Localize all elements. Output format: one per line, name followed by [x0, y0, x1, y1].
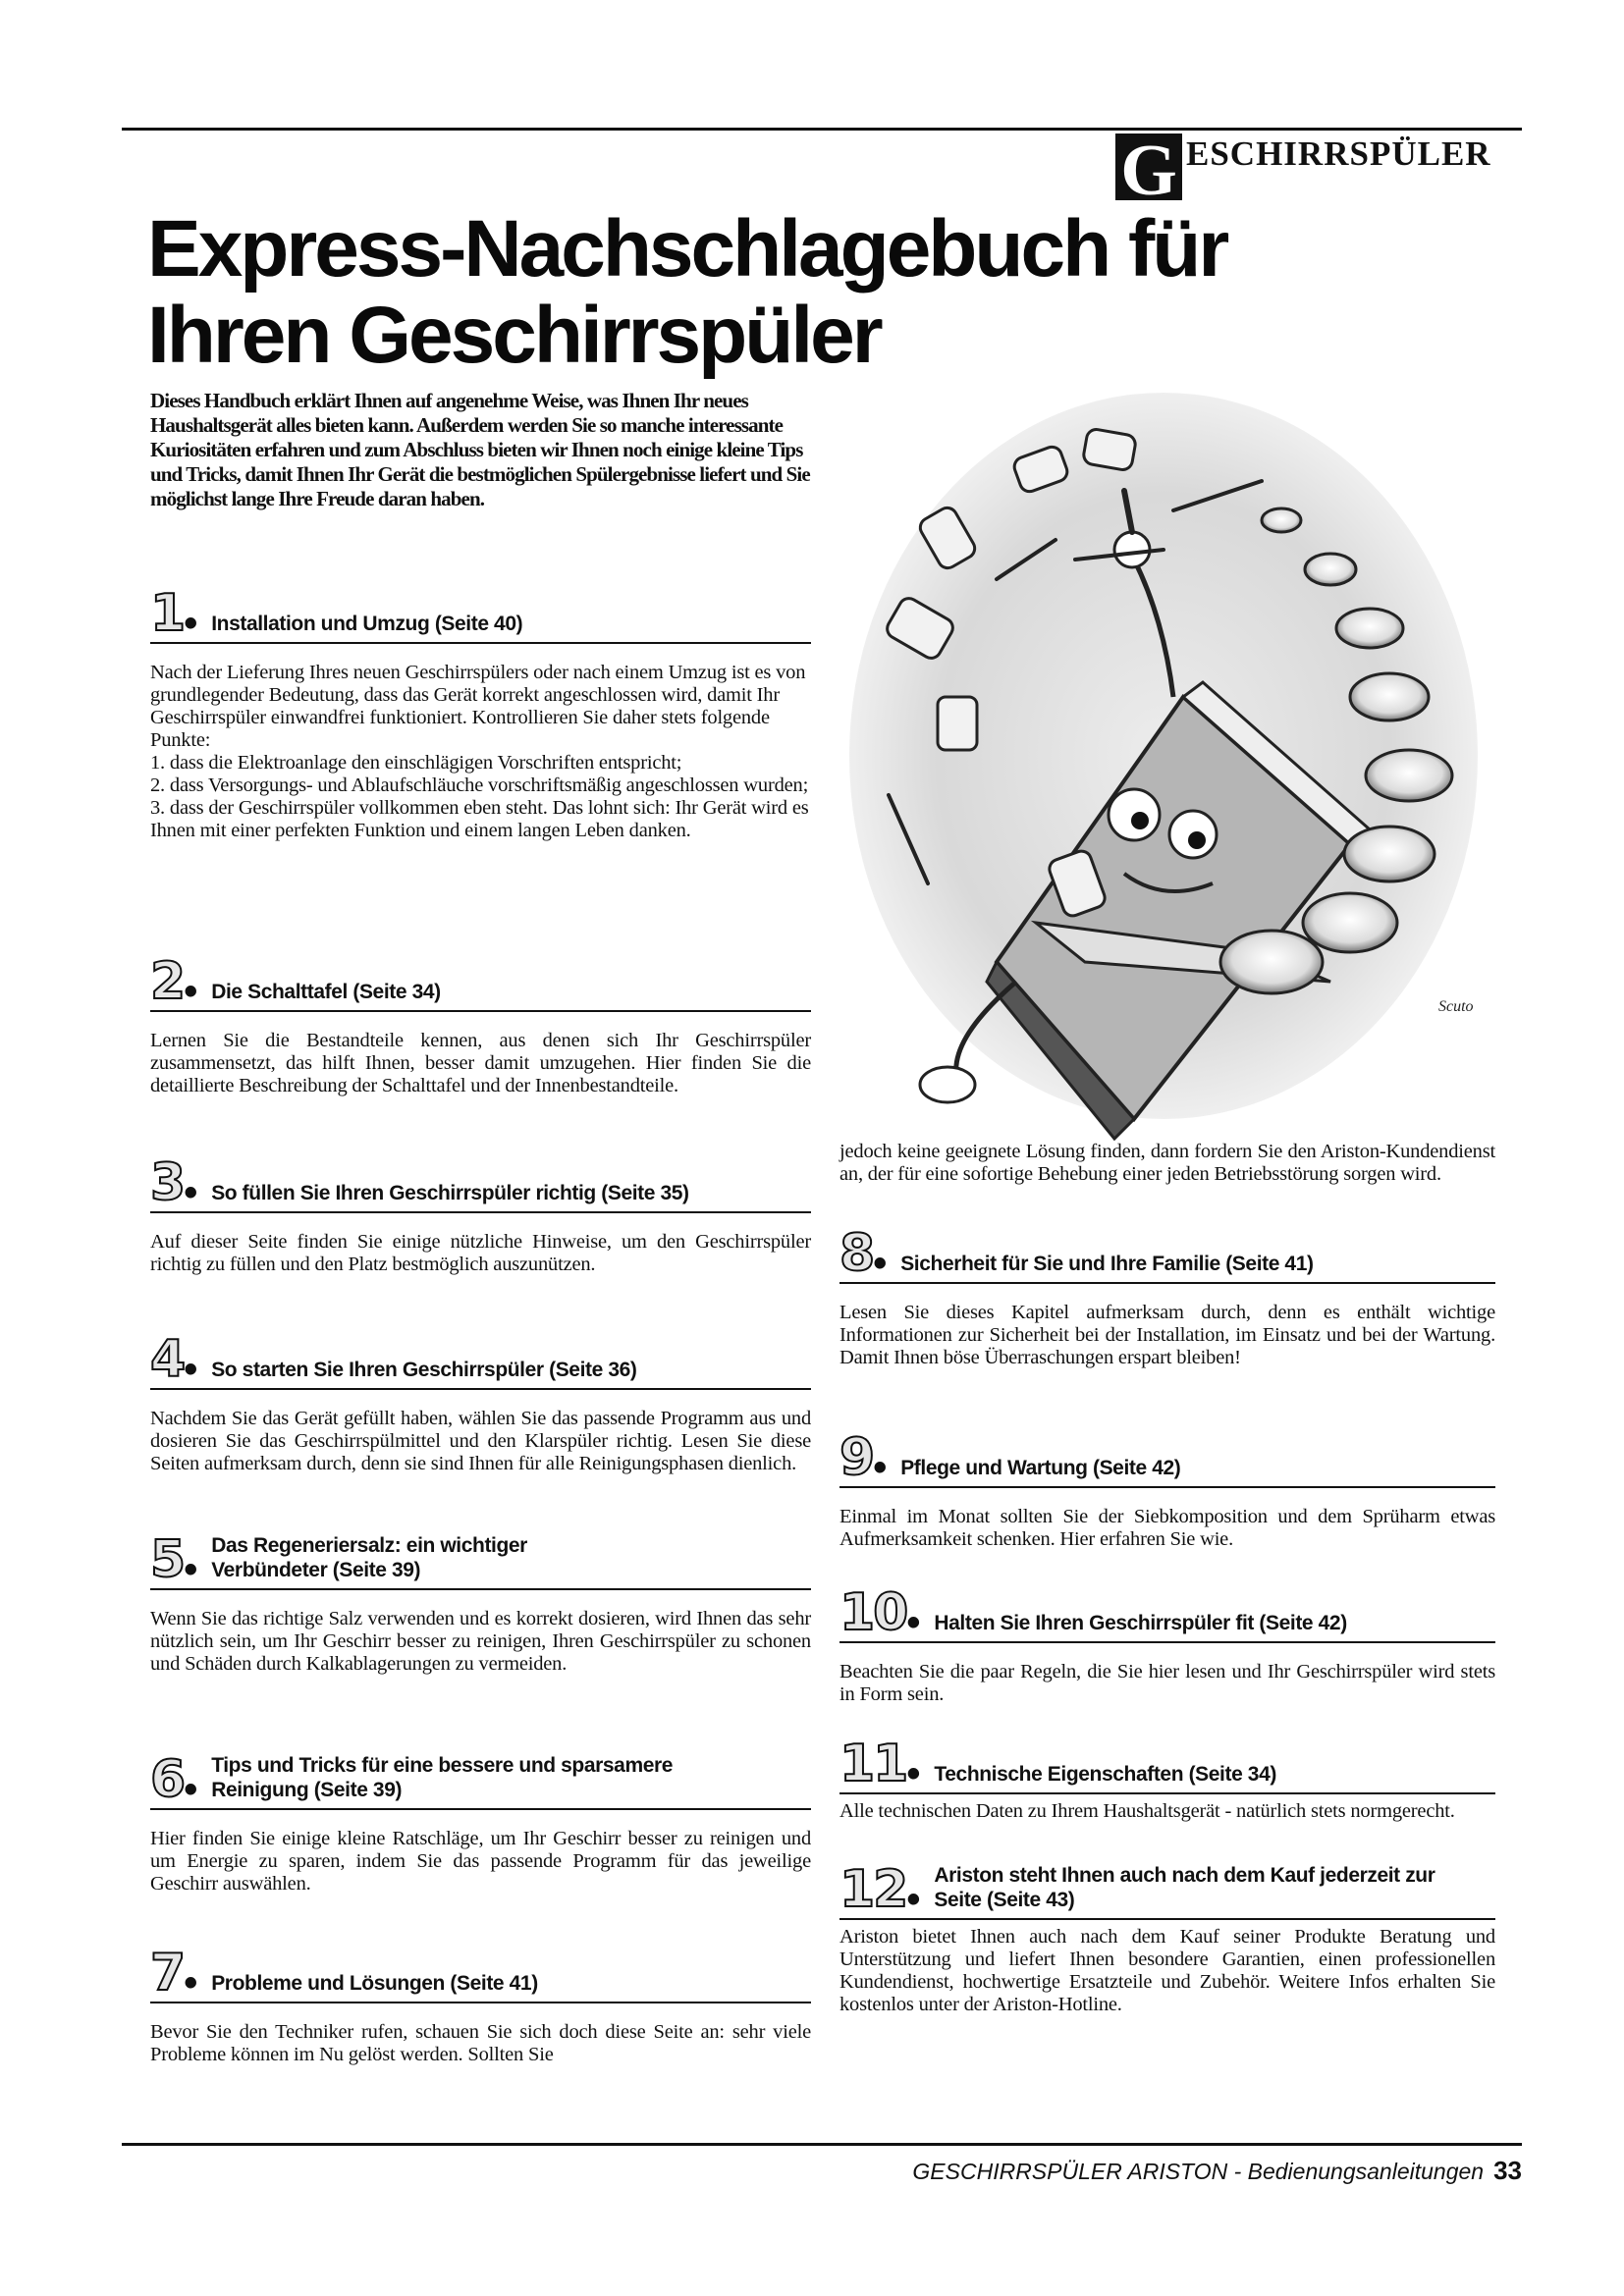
- section-9: [839, 1428, 1495, 1551]
- section-title: Halten Sie Ihren Geschirrspüler fit (Seite 42): [934, 1612, 1347, 1634]
- dishwasher-cartoon-illustration: [839, 373, 1527, 1148]
- section-8: [839, 1224, 1495, 1369]
- section-title: Installation und Umzug (Seite 40): [211, 613, 523, 635]
- section-number: 11: [839, 1735, 907, 1793]
- page-footer: [912, 2156, 1522, 2186]
- section-number: 5: [150, 1530, 185, 1589]
- section-number: 12: [839, 1860, 907, 1919]
- section-body: Beachten Sie die paar Regeln, die Sie hier lesen und Ihr Geschirrspüler wird stets in Form sein.: [839, 1661, 1495, 1705]
- section-title: Technische Eigenschaften (Seite 34): [934, 1763, 1276, 1786]
- artist-signature: Scuto: [1438, 998, 1474, 1015]
- section-number: 3: [150, 1153, 185, 1212]
- header-initial: G: [1115, 133, 1182, 200]
- section-number-dot: •: [184, 1768, 198, 1811]
- section-number: 2: [150, 952, 185, 1011]
- section-body: Auf dieser Seite finden Sie einige nützliche Hinweise, um den Geschirrspüler richtig zu füllen und den Platz bestmöglich auszunützen.: [150, 1231, 811, 1275]
- section-number-dot: •: [906, 1752, 921, 1795]
- section-12: [839, 1860, 1495, 2016]
- section-body: Wenn Sie das richtige Salz verwenden und es korrekt dosieren, wird Ihnen das sehr nützlich sein, um Ihr Geschirr besser zu reinigen, Ihren Geschirrspüler zu schonen und Schäden durch Kalkablagerungen zu vermeiden.: [150, 1608, 811, 1675]
- section-heading: [150, 1750, 811, 1811]
- section-number-dot: •: [906, 1601, 921, 1644]
- section-number-dot: •: [906, 1878, 921, 1921]
- cartoon-eye-left: [1109, 789, 1160, 840]
- section-title: Ariston steht Ihnen auch nach dem Kauf jederzeit zur Seite (Seite 43): [934, 1864, 1435, 1911]
- section-number-dot: •: [184, 1961, 198, 2004]
- section-body: Bevor Sie den Techniker rufen, schauen Sie sich doch diese Seite an: sehr viele Probleme können im Nu gelöst werden. Sollten Sie: [150, 2021, 811, 2065]
- top-rule: [122, 128, 1522, 131]
- section-title: Sicherheit für Sie und Ihre Familie (Seite 41): [900, 1253, 1314, 1275]
- section-title: So starten Sie Ihren Geschirrspüler (Seite 36): [211, 1359, 637, 1381]
- section-number-dot: •: [184, 1548, 198, 1591]
- section-7-body-continued: jedoch keine geeignete Lösung finden, dann fordern Sie den Ariston-Kundendienst an, der für eine sofortige Behebung einer jeden Betriebsstörung sorgen wird.: [839, 1141, 1495, 1185]
- cartoon-eye-right: [1169, 811, 1217, 858]
- section-heading: [839, 1224, 1495, 1285]
- bottom-rule: [122, 2143, 1522, 2146]
- page-title: Express-Nachschlagebuch für Ihren Geschirrspüler: [147, 204, 1227, 380]
- section-header-tag: [1115, 131, 1491, 211]
- section-number: 7: [150, 1944, 185, 2002]
- section-body: Alle technischen Daten zu Ihrem Haushaltsgerät - natürlich stets normgerecht.: [839, 1800, 1455, 1822]
- section-title: So füllen Sie Ihren Geschirrspüler richtig (Seite 35): [211, 1182, 689, 1204]
- section-heading: [839, 1583, 1495, 1644]
- section-title: Tips und Tricks für eine bessere und sparsamere Reinigung (Seite 39): [211, 1754, 674, 1801]
- page-number: 33: [1493, 2156, 1522, 2185]
- section-heading: [150, 584, 811, 645]
- section-6: [150, 1750, 811, 1896]
- section-body: Ariston bietet Ihnen auch nach dem Kauf seiner Produkte Beratung und Unterstützung und liefert Ihnen besondere Garantien, einen professionellen Kundendienst, hochwertige Ersatzteile und Zubehör. Weitere Infos erhalten Sie kostenlos unter der Ariston-Hotline.: [839, 1926, 1495, 2015]
- section-number-dot: •: [184, 1348, 198, 1391]
- section-heading: [150, 1944, 811, 2004]
- section-title: Pflege und Wartung (Seite 42): [900, 1457, 1181, 1479]
- section-heading: [150, 952, 811, 1013]
- section-number: 8: [839, 1224, 874, 1283]
- section-number-dot: •: [184, 1171, 198, 1214]
- section-11: [839, 1735, 1495, 1823]
- footer-label: GESCHIRRSPÜLER ARISTON - Bedienungsanleitungen: [912, 2159, 1485, 2184]
- section-body: Nach der Lieferung Ihres neuen Geschirrspülers oder nach einem Umzug ist es von grundlegender Bedeutung, dass das Gerät korrekt angeschlossen wird, damit Ihr Geschirrspüler einwandfrei funktioniert. Kontrollieren Sie daher stets folgende Punkte: 1. dass die Elektroanlage den einschlägigen Vorschriften entspricht; 2. dass Versorgungs- und Ablaufschläuche vorschriftsmäßig angeschlossen wurden; 3. dass der Geschirrspüler vollkommen eben steht. Das lohnt sich: Ihr Gerät wird es Ihnen mit einer perfekten Funktion und einem langen Leben danken.: [150, 662, 809, 841]
- section-number-dot: •: [184, 602, 198, 645]
- section-5: [150, 1530, 811, 1676]
- section-number-dot: •: [184, 970, 198, 1013]
- section-title: Probleme und Lösungen (Seite 41): [211, 1972, 538, 1995]
- section-title: Das Regeneriersalz: ein wichtiger Verbündeter (Seite 39): [211, 1534, 527, 1581]
- section-heading: [150, 1330, 811, 1391]
- section-10: [839, 1583, 1495, 1706]
- section-number: 4: [150, 1330, 185, 1389]
- section-4: [150, 1330, 811, 1475]
- section-title: Die Schalttafel (Seite 34): [211, 981, 441, 1003]
- section-3: [150, 1153, 811, 1276]
- section-number: 10: [839, 1583, 907, 1642]
- section-1: [150, 584, 811, 842]
- section-heading: [839, 1428, 1495, 1489]
- section-body: Nachdem Sie das Gerät gefüllt haben, wählen Sie das passende Programm aus und dosieren Sie das Geschirrspülmittel und den Klarspüler richtig. Lesen Sie diese Seiten aufmerksam durch, denn sie sind Ihnen für alle Reinigungsphasen dienlich.: [150, 1408, 811, 1474]
- section-2: [150, 952, 811, 1097]
- section-body: Einmal im Monat sollten Sie der Siebkomposition und dem Sprüharm etwas Aufmerksamkeit schenken. Hier erfahren Sie wie.: [839, 1506, 1495, 1550]
- intro-paragraph: Dieses Handbuch erklärt Ihnen auf angenehme Weise, was Ihnen Ihr neues Haushaltsgerät alles bieten kann. Außerdem werden Sie so manche interessante Kuriositäten erfahren und zum Abschluss bieten wir Ihnen noch einige kleine Tips und Tricks, damit Ihnen Ihr Gerät die bestmöglichen Spülergebnisse liefert und Sie möglichst lange Ihre Freude daran haben.: [150, 389, 810, 510]
- section-heading: [150, 1530, 811, 1591]
- section-heading: [839, 1860, 1495, 1921]
- section-heading: [150, 1153, 811, 1214]
- section-number: 1: [150, 584, 185, 643]
- header-label: ESCHIRRSPÜLER: [1186, 134, 1491, 173]
- section-number-dot: •: [873, 1242, 888, 1285]
- section-body: Hier finden Sie einige kleine Ratschläge, um Ihr Geschirr besser zu reinigen und um Energie zu sparen, indem Sie das passende Programm für das jeweilige Geschirr auswählen.: [150, 1828, 811, 1895]
- section-number: 9: [839, 1428, 874, 1487]
- section-body: Lesen Sie dieses Kapitel aufmerksam durch, denn es enthält wichtige Informationen zur Sicherheit bei der Installation, im Einsatz und bei der Wartung. Damit Ihnen böse Überraschungen erspart bleiben!: [839, 1302, 1495, 1368]
- section-body: Lernen Sie die Bestandteile kennen, aus denen sich Ihr Geschirrspüler zusammensetzt, das hilft Ihnen, besser damit umzugehen. Hier finden Sie die detaillierte Beschreibung der Schalttafel und der Innenbestandteile.: [150, 1030, 811, 1096]
- section-number: 6: [150, 1750, 185, 1809]
- section-heading: [839, 1735, 1495, 1795]
- section-number-dot: •: [873, 1446, 888, 1489]
- section-7: [150, 1944, 811, 2066]
